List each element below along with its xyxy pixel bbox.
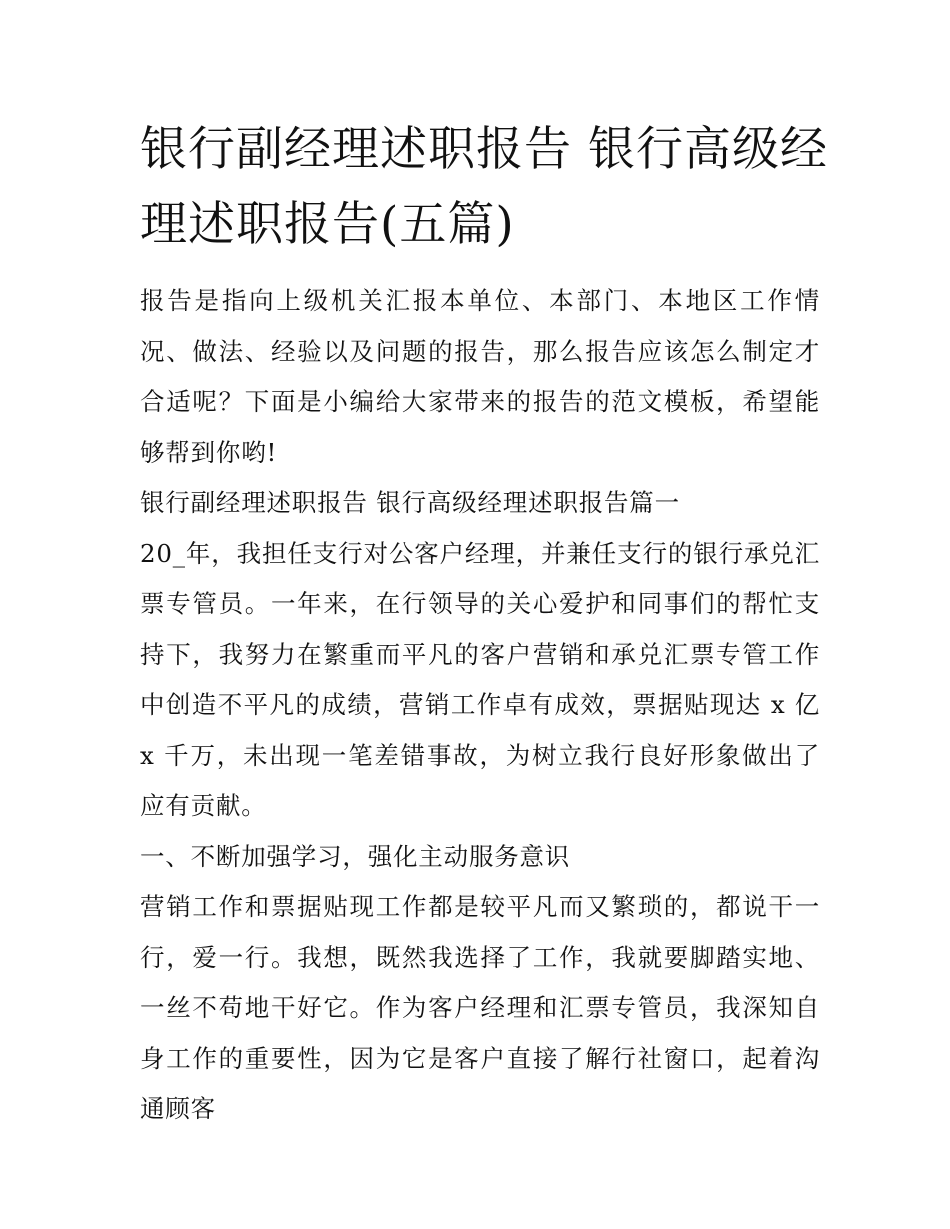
subsection-heading-learning: 一、不断加强学习，强化主动服务意识 <box>140 841 571 871</box>
intro-paragraph: 报告是指向上级机关汇报本单位、本部门、本地区工作情况、做法、经验以及问题的报告，那么报告应该怎么制定才合适呢？下面是小编给大家带来的报告的范文模板，希望能够帮到你哟! <box>140 286 820 467</box>
body-paragraph-learning: 营销工作和票据贴现工作都是较平凡而又繁琐的，都说干一行，爱一行。我想，既然我选择了工作，我就要脚踏实地、一丝不苟地干好它。作为客户经理和汇票专管员，我深知自身工作的重要性，因为它是客户直接了解行社窗口，起着沟通顾客 <box>140 892 820 1123</box>
document-body <box>140 276 820 1135</box>
document-title: 银行副经理述职报告 银行高级经理述职报告(五篇) <box>140 122 828 252</box>
body-paragraph: 20_年，我担任支行对公客户经理，并兼任支行的银行承兑汇票专管员。一年来，在行领导的关心爱护和同事们的帮忙支持下，我努力在繁重而平凡的客户营销和承兑汇票专管工作中创造不平凡的成绩，营销工作卓有成效，票据贴现达 x 亿 x 千万，未出现一笔差错事故，为树立我行良好形象做出了应有贡献。 <box>140 538 820 820</box>
section-heading-part-one: 银行副经理述职报告 银行高级经理述职报告篇一 <box>140 488 680 517</box>
